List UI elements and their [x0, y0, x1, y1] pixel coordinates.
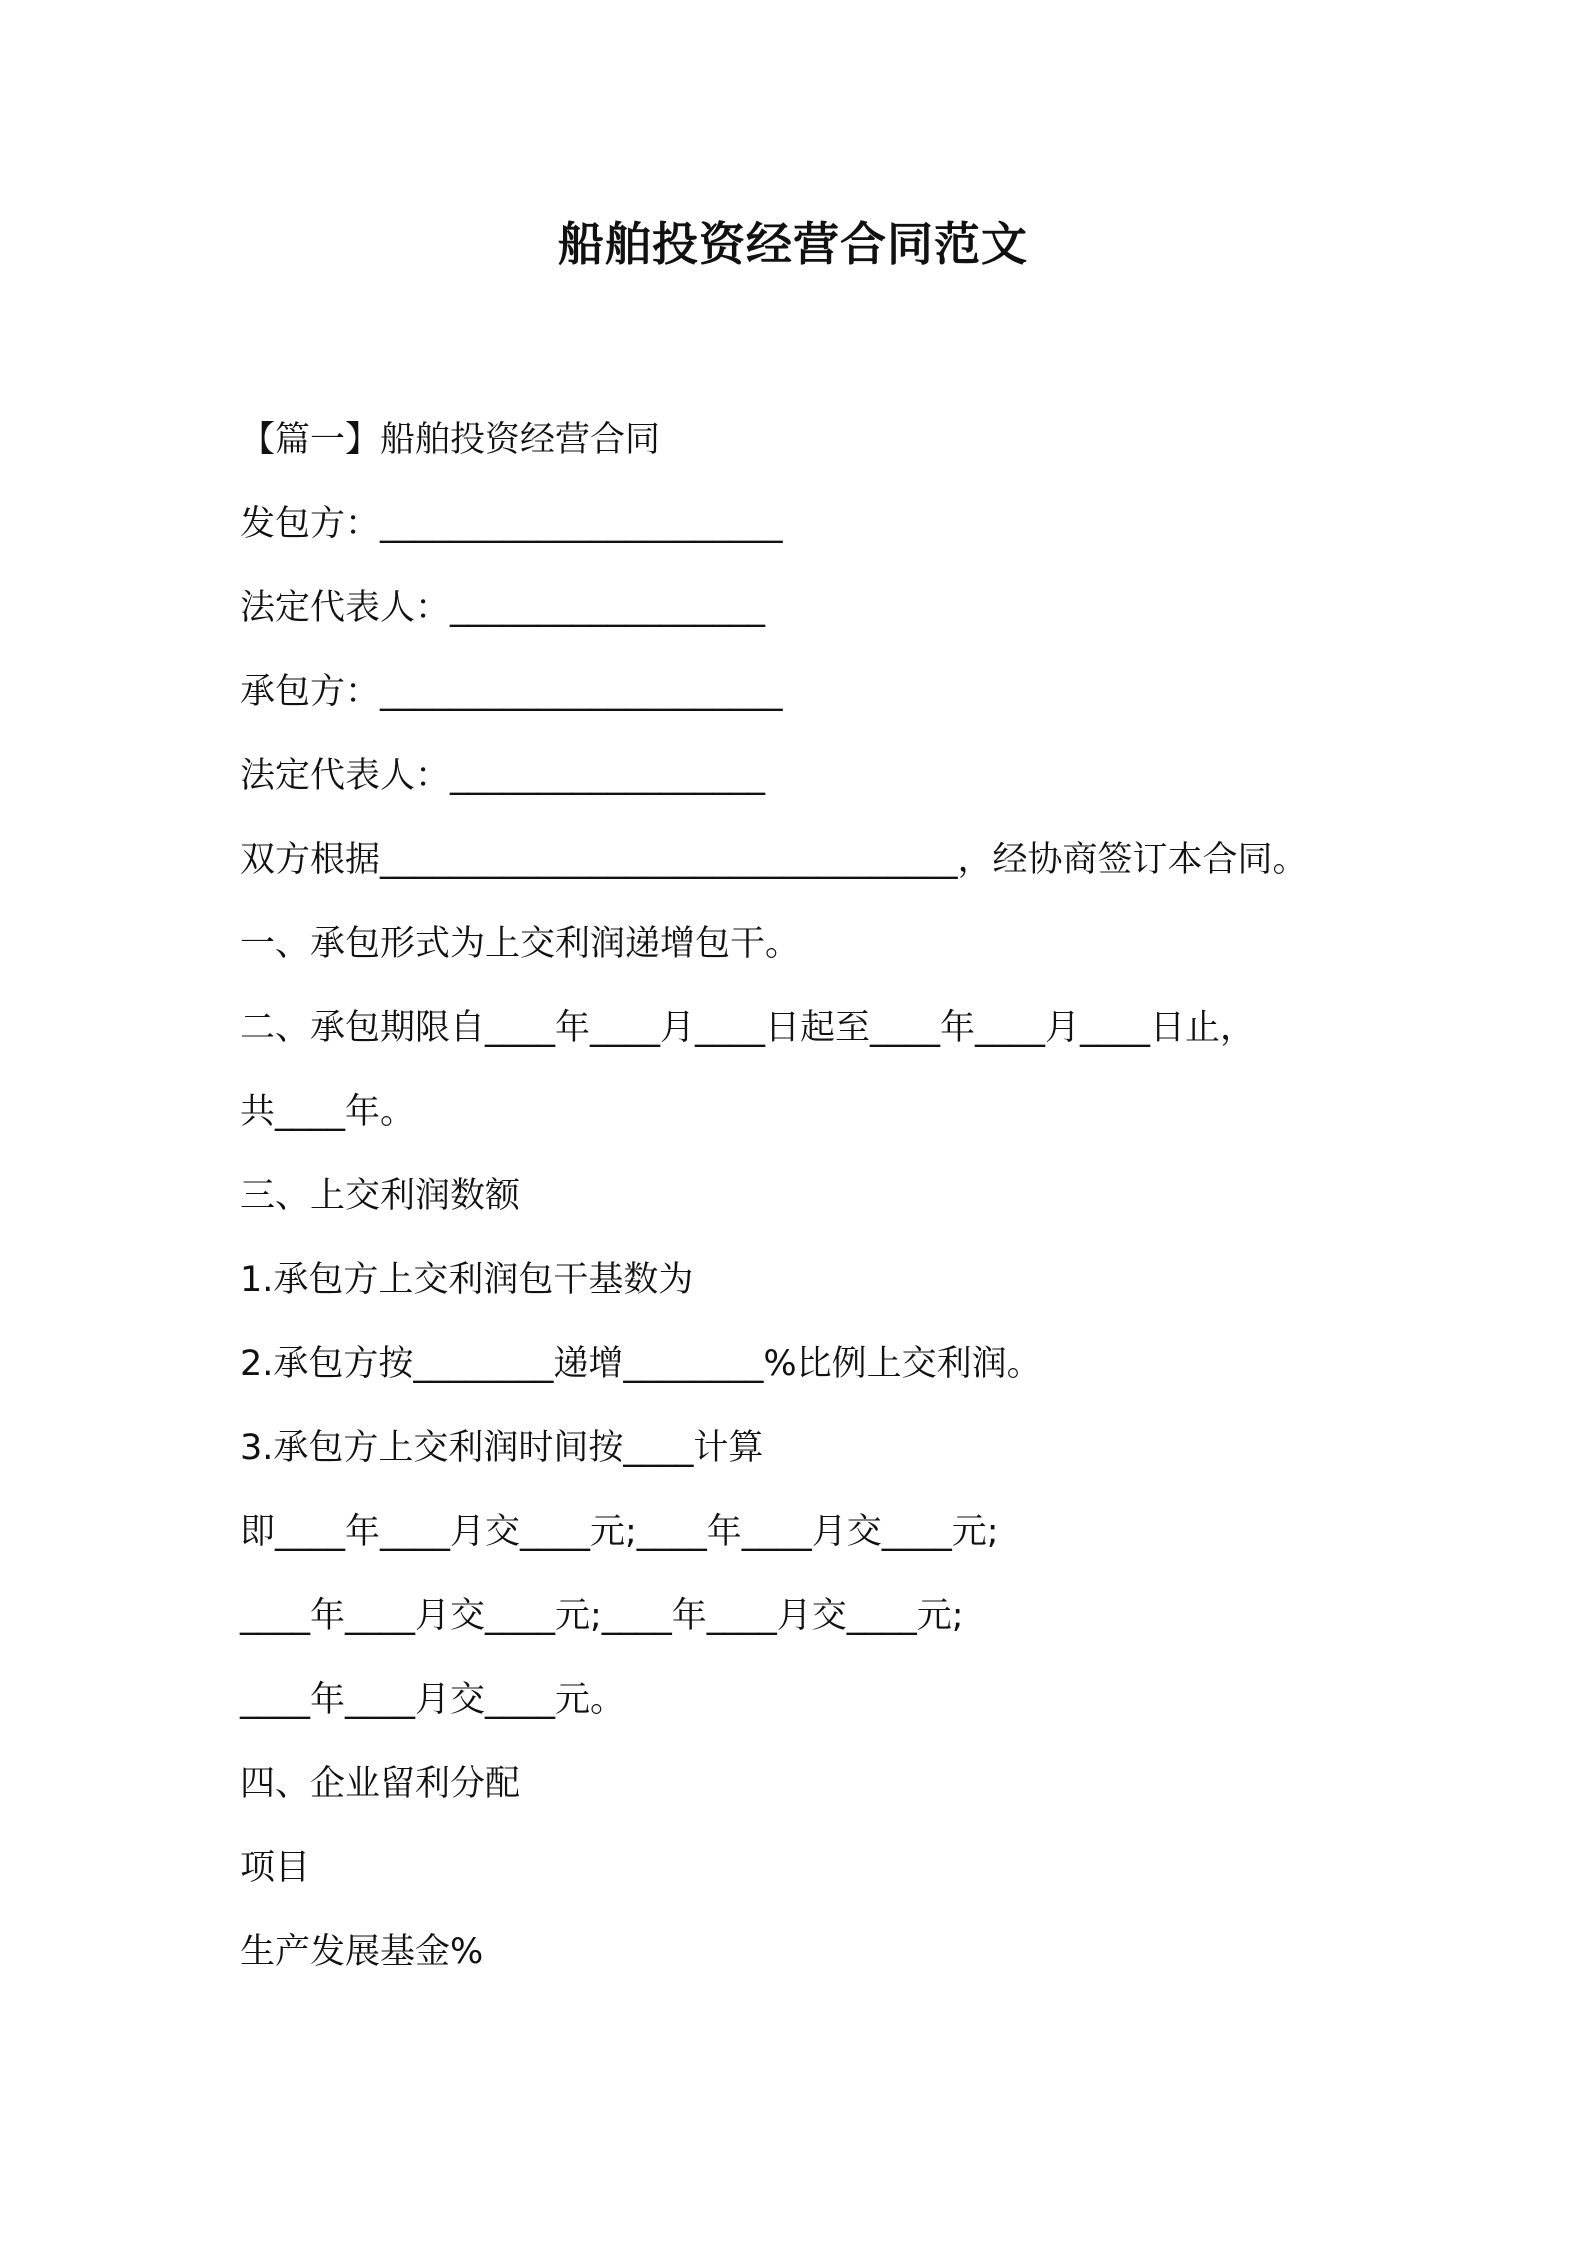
- clause-three-item-three: 3.承包方上交利润时间按____计算: [240, 1428, 764, 1468]
- section-heading-part-one: 【篇一】船舶投资经营合同: [240, 420, 661, 460]
- party-b-legal-representative-field: 法定代表人：__________________: [240, 756, 766, 796]
- clause-two-total-years: 共____年。: [240, 1092, 416, 1132]
- clause-one-contract-form: 一、承包形式为上交利润递增包干。: [240, 924, 801, 964]
- payment-schedule-line-2: ____年____月交____元;____年____月交____元;: [240, 1596, 964, 1636]
- production-development-fund: 生产发展基金%: [240, 1932, 484, 1972]
- clause-three-item-two: 2.承包方按________递增________%比例上交利润。: [240, 1344, 1042, 1384]
- contract-party-b-field: 承包方：_______________________: [240, 672, 783, 712]
- party-a-legal-representative-field: 法定代表人：__________________: [240, 588, 766, 628]
- payment-schedule-line-3: ____年____月交____元。: [240, 1680, 626, 1720]
- clause-three-item-one: 1.承包方上交利润包干基数为: [240, 1260, 694, 1300]
- clause-two-contract-term: 二、承包期限自____年____月____日起至____年____月____日止，: [240, 1008, 1256, 1048]
- clause-four-heading: 四、企业留利分配: [240, 1764, 521, 1804]
- payment-schedule-line-1: 即____年____月交____元;____年____月交____元;: [240, 1512, 999, 1552]
- clause-three-heading: 三、上交利润数额: [240, 1176, 521, 1216]
- contract-party-a-field: 发包方：_______________________: [240, 504, 783, 544]
- agreement-basis-text: 双方根据_________________________________，经协商签订本合同。: [240, 840, 1308, 880]
- document-title: 船舶投资经营合同范文: [558, 217, 1028, 271]
- document-body: [240, 410, 1440, 2006]
- item-label: 项目: [240, 1848, 311, 1888]
